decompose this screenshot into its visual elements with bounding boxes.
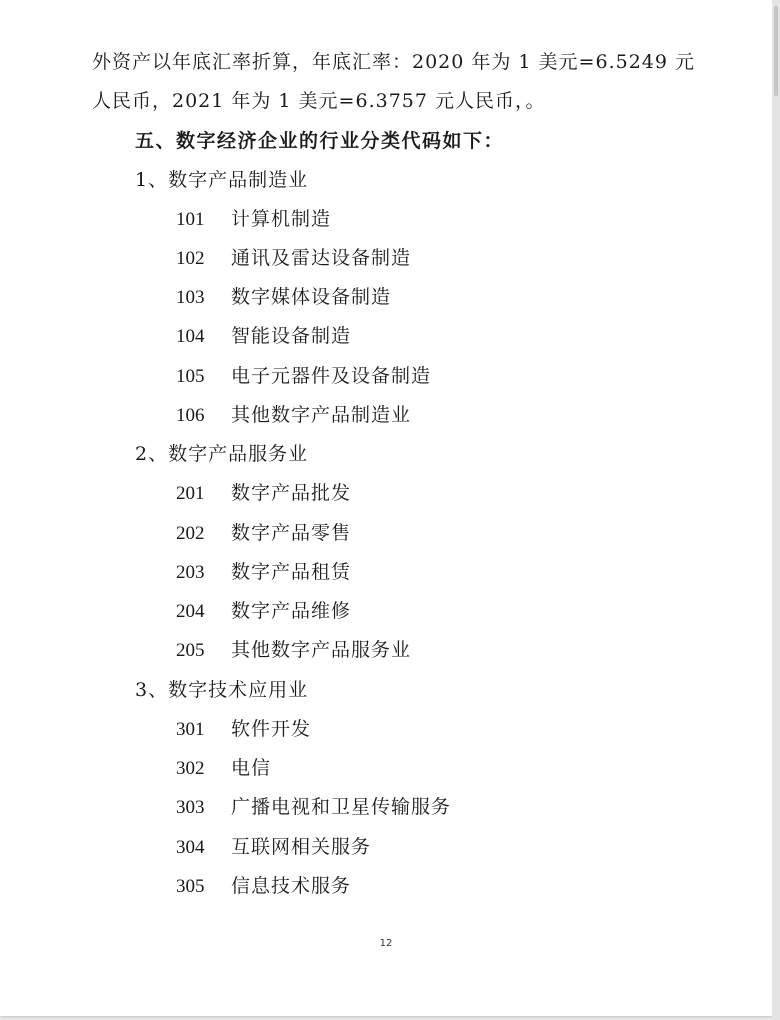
item-code: 301	[176, 719, 205, 740]
list-item	[176, 246, 411, 271]
paragraph-line-1: 外资产以年底汇率折算，年底汇率：2020 年为 1 美元=6.5249 元	[92, 51, 696, 73]
list-item	[176, 364, 431, 389]
item-name: 数字产品零售	[231, 522, 352, 544]
list-item	[176, 481, 351, 506]
scrollbar-track[interactable]	[772, 0, 780, 1020]
list-item	[176, 717, 311, 742]
item-code: 201	[176, 483, 205, 504]
list-item	[176, 207, 331, 232]
item-code: 303	[176, 797, 205, 818]
item-code: 202	[176, 523, 205, 544]
list-item	[176, 795, 451, 820]
item-code: 105	[176, 366, 205, 387]
item-code: 204	[176, 601, 205, 622]
list-item	[176, 874, 351, 899]
item-code: 305	[176, 876, 205, 897]
list-item	[176, 599, 351, 624]
item-name: 软件开发	[231, 718, 312, 740]
list-item	[176, 324, 351, 349]
item-name: 数字媒体设备制造	[231, 286, 392, 308]
item-name: 电信	[231, 757, 272, 779]
list-item	[176, 521, 351, 546]
item-code: 203	[176, 562, 205, 583]
item-name: 计算机制造	[231, 208, 332, 230]
category-heading-3: 3、数字技术应用业	[135, 679, 309, 701]
list-item	[176, 560, 351, 585]
scrollbar-thumb[interactable]	[774, 6, 778, 96]
item-name: 其他数字产品服务业	[231, 639, 412, 661]
list-item	[176, 638, 411, 663]
list-item	[176, 403, 411, 428]
item-name: 智能设备制造	[231, 325, 352, 347]
paragraph-line-2: 人民币，2021 年为 1 美元=6.3757 元人民币，。	[92, 90, 546, 112]
item-code: 102	[176, 248, 205, 269]
item-name: 广播电视和卫星传输服务	[231, 796, 452, 818]
item-code: 205	[176, 640, 205, 661]
category-heading-1: 1、数字产品制造业	[135, 169, 309, 191]
item-code: 106	[176, 405, 205, 426]
item-name: 其他数字产品制造业	[231, 404, 412, 426]
item-name: 数字产品批发	[231, 482, 352, 504]
item-name: 信息技术服务	[231, 875, 352, 897]
item-name: 电子元器件及设备制造	[231, 365, 432, 387]
page-number: 12	[379, 938, 393, 949]
item-name: 互联网相关服务	[231, 836, 372, 858]
item-code: 101	[176, 209, 205, 230]
item-code: 103	[176, 287, 205, 308]
item-name: 数字产品租赁	[231, 561, 352, 583]
list-item	[176, 756, 271, 781]
list-item	[176, 835, 371, 860]
item-code: 302	[176, 758, 205, 779]
item-code: 104	[176, 326, 205, 347]
section-heading: 五、数字经济企业的行业分类代码如下：	[135, 130, 505, 152]
list-item	[176, 285, 391, 310]
item-name: 通讯及雷达设备制造	[231, 247, 412, 269]
category-heading-2: 2、数字产品服务业	[135, 443, 309, 465]
item-name: 数字产品维修	[231, 600, 352, 622]
item-code: 304	[176, 837, 205, 858]
